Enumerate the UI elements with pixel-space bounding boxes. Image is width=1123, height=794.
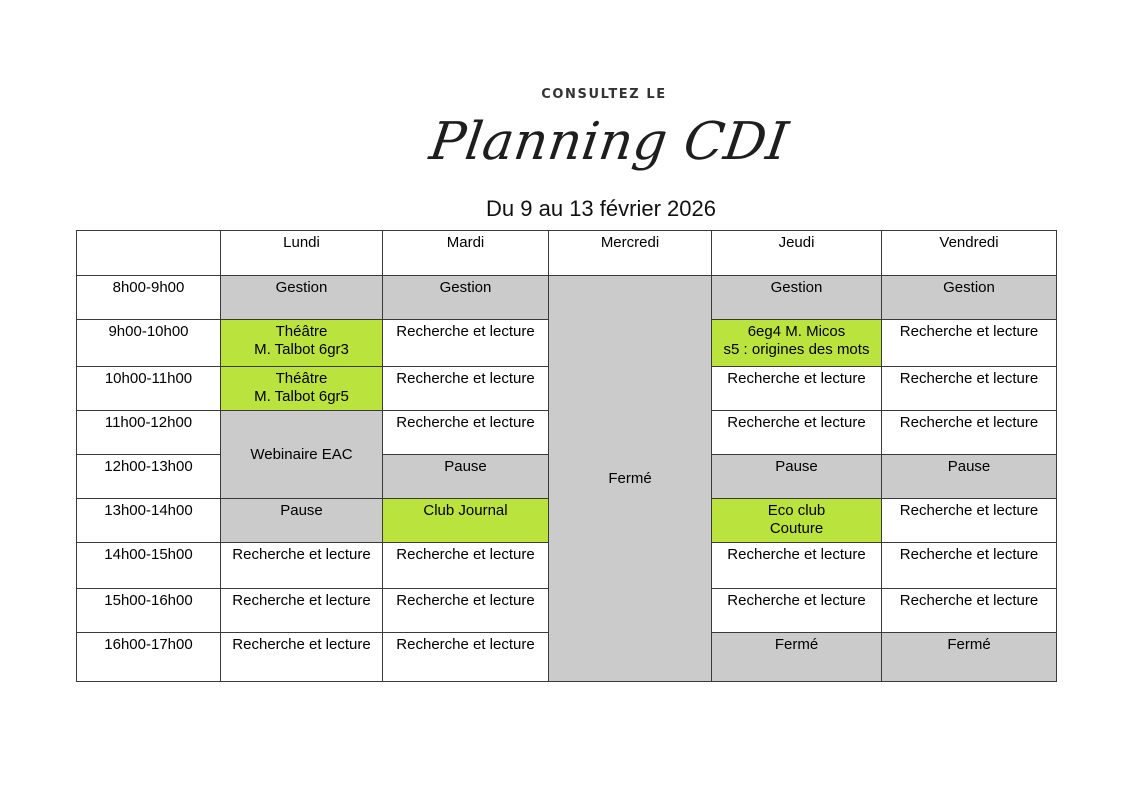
slot-vendredi: Recherche et lecture [882, 367, 1057, 411]
day-header-vendredi: Vendredi [882, 231, 1057, 276]
slot-jeudi [712, 320, 882, 367]
page-title: Planning CDI [426, 112, 792, 172]
slot-line: Théâtre [275, 323, 328, 340]
header-row [77, 231, 1057, 276]
slot-lundi [221, 367, 383, 411]
time-cell: 12h00-13h00 [77, 455, 221, 499]
slot-jeudi: Pause [712, 455, 882, 499]
slot-mardi: Recherche et lecture [383, 543, 549, 589]
slot-line: 6eg4 M. Micos [747, 323, 846, 340]
slot-lundi: Pause [221, 499, 383, 543]
slot-vendredi: Recherche et lecture [882, 411, 1057, 455]
slot-line: Théâtre [275, 370, 328, 387]
slot-mardi: Recherche et lecture [383, 367, 549, 411]
corner-cell [77, 231, 221, 276]
slot-jeudi: Recherche et lecture [712, 367, 882, 411]
day-header-lundi: Lundi [221, 231, 383, 276]
slot-mardi: Recherche et lecture [383, 320, 549, 367]
slot-jeudi: Recherche et lecture [712, 589, 882, 633]
day-header-mardi: Mardi [383, 231, 549, 276]
slot-mardi: Gestion [383, 276, 549, 320]
slot-line: s5 : origines des mots [723, 341, 870, 358]
day-header-mercredi: Mercredi [549, 231, 712, 276]
slot-jeudi: Gestion [712, 276, 882, 320]
slot-vendredi: Recherche et lecture [882, 543, 1057, 589]
slot-line: Couture [769, 520, 824, 537]
slot-jeudi: Recherche et lecture [712, 543, 882, 589]
slot-mardi: Recherche et lecture [383, 411, 549, 455]
time-cell: 11h00-12h00 [77, 411, 221, 455]
slot-vendredi: Recherche et lecture [882, 589, 1057, 633]
slot-line: M. Talbot 6gr5 [254, 388, 349, 405]
slot-vendredi: Gestion [882, 276, 1057, 320]
day-header-jeudi: Jeudi [712, 231, 882, 276]
time-cell: 15h00-16h00 [77, 589, 221, 633]
slot-line: M. Talbot 6gr3 [254, 341, 349, 358]
table-row [77, 276, 1057, 320]
date-range: Du 9 au 13 février 2026 [486, 196, 716, 221]
time-cell: 13h00-14h00 [77, 499, 221, 543]
slot-jeudi: Recherche et lecture [712, 411, 882, 455]
header-kicker: CONSULTEZ LE [541, 87, 667, 102]
slot-lundi: Gestion [221, 276, 383, 320]
slot-mardi: Club Journal [383, 499, 549, 543]
time-cell: 16h00-17h00 [77, 633, 221, 682]
slot-vendredi: Pause [882, 455, 1057, 499]
slot-lundi: Recherche et lecture [221, 633, 383, 682]
time-cell: 9h00-10h00 [77, 320, 221, 367]
slot-jeudi: Fermé [712, 633, 882, 682]
slot-vendredi: Fermé [882, 633, 1057, 682]
schedule-table [76, 230, 1057, 682]
slot-lundi: Recherche et lecture [221, 543, 383, 589]
slot-mardi: Recherche et lecture [383, 633, 549, 682]
time-cell: 14h00-15h00 [77, 543, 221, 589]
slot-vendredi: Recherche et lecture [882, 499, 1057, 543]
slot-vendredi: Recherche et lecture [882, 320, 1057, 367]
time-cell: 8h00-9h00 [77, 276, 221, 320]
slot-mardi: Pause [383, 455, 549, 499]
slot-lundi: Recherche et lecture [221, 589, 383, 633]
slot-lundi-webinaire: Webinaire EAC [221, 411, 383, 499]
slot-mardi: Recherche et lecture [383, 589, 549, 633]
slot-jeudi [712, 499, 882, 543]
slot-line: Eco club [767, 502, 826, 519]
time-cell: 10h00-11h00 [77, 367, 221, 411]
slot-mercredi-closed: Fermé [549, 276, 712, 682]
slot-lundi [221, 320, 383, 367]
